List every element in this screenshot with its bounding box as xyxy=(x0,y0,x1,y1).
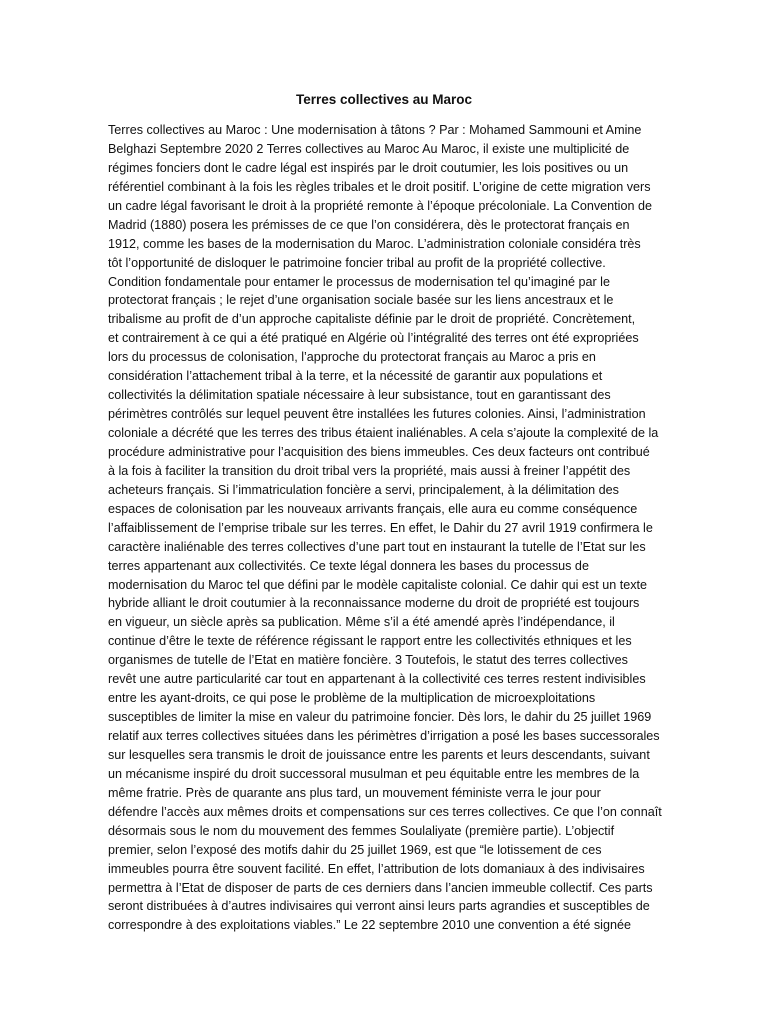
body-text-line: relatif aux terres collectives situées dans les périmètres d’irrigation a posé les bases successorales xyxy=(108,729,660,743)
body-text-line: même fratrie. Près de quarante ans plus tard, un mouvement féministe verra le jour pour xyxy=(108,785,601,800)
body-text-line: considération l’attachement tribal à la terre, et la nécessité de garantir aux populations et xyxy=(108,369,603,384)
body-text-line: désormais sous le nom du mouvement des femmes Soulaliyate (première partie). L’objectif xyxy=(108,823,615,838)
body-text-line: l’affaiblissement de l’emprise tribale sur les terres. En effet, le Dahir du 27 avril 1919 confirmera le xyxy=(108,520,653,535)
body-text-line: Condition fondamentale pour entamer le processus de modernisation tel qu’imaginé par le xyxy=(108,274,610,289)
body-text-line: un cadre légal favorisant le droit à la propriété remonte à l’époque précoloniale. La Convention de xyxy=(108,198,652,213)
body-text-line: à la fois à faciliter la transition du droit tribal vers la propriété, mais aussi à freiner l’appétit des xyxy=(108,463,631,478)
body-text-line: organismes de tutelle de l’Etat en matière foncière. 3 Toutefois, le statut des terres collectives xyxy=(108,653,628,668)
body-text-line: entre les ayant-droits, ce qui pose le problème de la multiplication de microexploitations xyxy=(108,691,596,706)
body-text-line: espaces de colonisation par les nouveaux arrivants français, elle aura eu comme conséquence xyxy=(108,501,638,516)
body-text-line: collectivités la délimitation spatiale nécessaire à leur subsistance, tout en garantissant des xyxy=(108,388,611,403)
body-text-line: permettra à l’Etat de disposer de parts de ces derniers dans l’ancien immeuble collectif. Ces parts xyxy=(108,880,653,895)
body-text-line: revêt une autre particularité car tout en appartenant à la collectivité ces terres restent indivisibles xyxy=(108,672,646,687)
body-text-line: premier, selon l’exposé des motifs dahir du 25 juillet 1969, est que “le lotissement de ces xyxy=(108,842,602,857)
body-text-line: coloniale a décrété que les terres des tribus étaient inaliénables. A cela s’ajoute la complexité de la xyxy=(108,426,659,440)
body-text-line: acheteurs français. Si l’immatriculation foncière a servi, principalement, à la délimitation des xyxy=(108,482,619,497)
body-text-line: périmètres contrôlés sur lequel peuvent être installées les futures colonies. Ainsi, l’administration xyxy=(108,407,646,422)
body-text-line: caractère inaliénable des terres collectives d’une part tout en instaurant la tutelle de l’Etat sur les xyxy=(108,539,646,554)
body-text-line: référentiel combinant à la fois les règles tribales et le droit positif. L’origine de cette migration vers xyxy=(108,179,651,194)
body-text-line: sur lesquelles sera transmis le droit de jouissance entre les parents et leurs descendants, suivant xyxy=(108,747,650,762)
body-text-line: un mécanisme inspiré du droit successoral musulman et peu équitable entre les membres de la xyxy=(108,766,640,781)
body-text-line: Madrid (1880) posera les prémisses de ce que l’on considérera, dès le protectorat français en xyxy=(108,217,630,232)
body-text-line: régimes fonciers dont le cadre légal est inspirés par le droit coutumier, les lois positives ou un xyxy=(108,160,629,175)
body-text-line: continue d’être le texte de référence régissant le rapport entre les collectivités ethniques et les xyxy=(108,634,632,649)
body-text-line: immeubles pourra être souvent facilité. En effet, l’attribution de lots domaniaux à des indivisaires xyxy=(108,861,645,876)
body-text-line: modernisation du Maroc tel que défini par le modèle capitaliste colonial. Ce dahir qui est un texte xyxy=(108,577,648,592)
body-text-line: protectorat français ; le rejet d’une organisation sociale basée sur les liens ancestraux et le xyxy=(108,293,614,308)
body-text-line: défendre l’accès aux mêmes droits et compensations sur ces terres collectives. Ce que l’on connaît xyxy=(108,804,662,819)
document-body xyxy=(108,121,664,935)
body-text-line: hybride alliant le droit coutumier à la reconnaissance moderne du droit de propriété est toujours xyxy=(108,596,640,611)
body-text-line: en vigueur, un siècle après sa publication. Même s’il a été amendé après l’indépendance, il xyxy=(108,615,615,630)
body-text-line: 1912, comme les bases de la modernisation du Maroc. L’administration coloniale considéra très xyxy=(108,236,641,251)
body-text-line: correspondre à des exploitations viables.” Le 22 septembre 2010 une convention a été signée xyxy=(108,918,631,933)
body-text-line: lors du processus de colonisation, l’approche du protectorat français au Maroc a pris en xyxy=(108,350,596,365)
body-text-line: tôt l’opportunité de disloquer le patrimoine foncier tribal au profit de la propriété collective. xyxy=(108,255,606,270)
body-text-line: procédure administrative pour l’acquisition des biens immeubles. Ces deux facteurs ont contribué xyxy=(108,444,650,459)
body-text-line: tribalisme au profit de d’un approche capitaliste définie par le droit de propriété. Concrètement, xyxy=(108,312,636,327)
body-text-line: susceptibles de limiter la mise en valeur du patrimoine foncier. Dès lors, le dahir du 25 juillet 1969 xyxy=(108,710,652,725)
body-text-line: seront distribuées à d’autres indivisaires qui verront ainsi leurs parts agrandies et susceptibles de xyxy=(108,899,650,914)
document-title: Terres collectives au Maroc xyxy=(295,92,473,107)
body-text-line: Terres collectives au Maroc : Une modernisation à tâtons ? Par : Mohamed Sammouni et Amine xyxy=(108,123,642,137)
body-text-line: Belghazi Septembre 2020 2 Terres collectives au Maroc Au Maroc, il existe une multiplicité de xyxy=(108,141,630,156)
body-text-line: terres appartenant aux collectivités. Ce texte légal donnera les bases du processus de xyxy=(108,558,589,573)
body-text-line: et contrairement à ce qui a été pratiqué en Algérie où l’intégralité des terres ont été expropriées xyxy=(108,331,639,346)
